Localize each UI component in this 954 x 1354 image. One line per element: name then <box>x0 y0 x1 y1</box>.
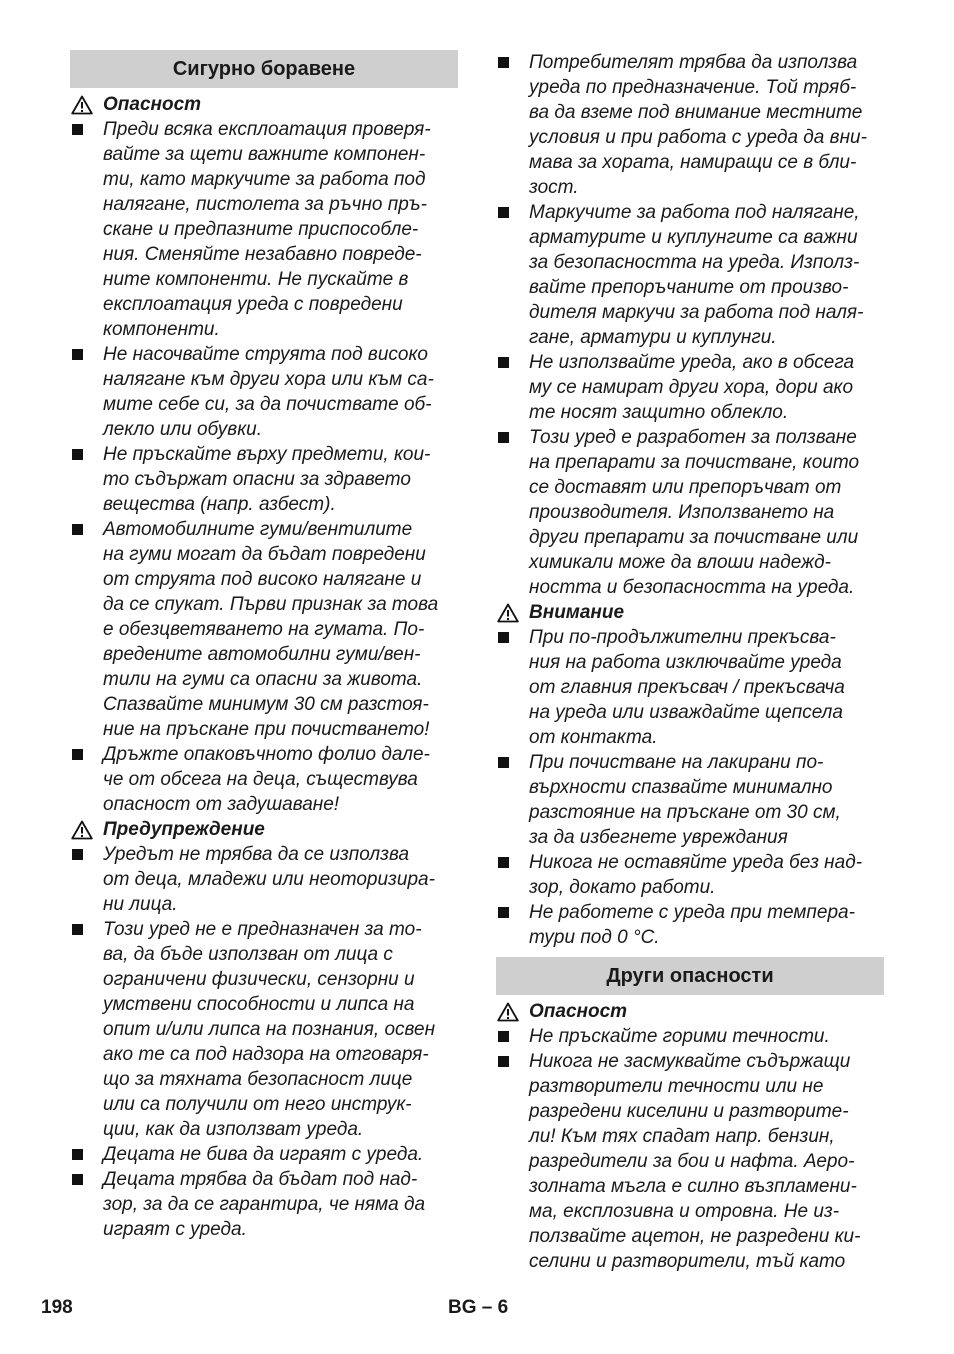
section-title-safe-handling: Сигурно боравене <box>70 50 458 88</box>
danger-label: Опасност <box>529 1001 628 1022</box>
danger-list <box>70 117 458 817</box>
list-item: Никога не засмуквайте съдържащи разтворители течности или не разредени киселини и разтворите- ли! Към тях спадат напр. бензин, разредители за бои и нафта. Аеро- золната мъгла е силно възпламени- ма, експлозивна и отровна. Не из- ползвайте ацетон, не разредени ки- селини и разтворители, тъй като <box>496 1049 884 1274</box>
list-item: Маркучите за работа под налягане, арматурите и куплунгите са важни за безопасността на уреда. Използ- вайте препоръчаните от произво- дителя маркучи за работа под наля- гане, арматури и куплунги. <box>496 200 884 350</box>
bullet-square <box>498 432 509 443</box>
right-column <box>496 50 884 1274</box>
danger-heading <box>70 92 458 117</box>
warning-list <box>70 842 458 1242</box>
danger-heading <box>496 999 884 1024</box>
bullet-square <box>498 632 509 643</box>
warning-label: Предупреждение <box>103 819 265 840</box>
bullet-square <box>498 57 509 68</box>
list-item: Потребителят трябва да използва уреда по предназначение. Той тряб- ва да вземе под внимание местните условия и при работа с уреда да вни- мава за хората, намиращи се в бли- зост. <box>496 50 884 200</box>
list-item: При почистване на лакирани по- върхности спазвайте минимално разстояние на пръскане от 30 см, за да избегнете увреждания <box>496 750 884 850</box>
page-number: 198 <box>41 1297 73 1318</box>
bullet-square <box>72 1174 83 1185</box>
bullet-square <box>498 1056 509 1067</box>
bullet-square <box>72 124 83 135</box>
caution-label: Внимание <box>529 602 625 623</box>
bullet-square <box>72 524 83 535</box>
bullet-square <box>498 857 509 868</box>
bullet-square <box>72 749 83 760</box>
list-item: Не пръскайте върху предмети, кои- то съдържат опасни за здравето вещества (напр. азбест). <box>70 442 458 517</box>
warning-triangle-icon <box>497 1002 519 1022</box>
list-item: Този уред не е предназначен за то- ва, да бъде използван от лица с ограничени физически, сензорни и умствени способности и липса на опит и/или липса на познания, освен ако те са под надзора на отговаря- що за тяхната безопасност лице или са получили от него инструк- ции, как да използват уреда. <box>70 917 458 1142</box>
danger-label: Опасност <box>103 94 202 115</box>
warning-triangle-icon <box>497 603 519 623</box>
list-item: Този уред е разработен за ползване на препарати за почистване, които се доставят или препоръчват от производителя. Използването на други препарати за почистване или химикали може да влоши надежд- ността и безопасността на уреда. <box>496 425 884 600</box>
caution-heading <box>496 600 884 625</box>
list-item: Уредът не трябва да се използва от деца, младежи или неоторизира- ни лица. <box>70 842 458 917</box>
warning-triangle-icon <box>71 95 93 115</box>
warning-triangle-icon <box>71 820 93 840</box>
list-item: Не работете с уреда при темпера- тури под 0 °C. <box>496 900 884 950</box>
warning-heading <box>70 817 458 842</box>
list-item: Преди всяка експлоатация проверя- вайте за щети важните компонен- ти, като маркучите за работа под налягане, пистолета за ръчно пръ- скане и предпазните приспособле- ния. Сменяйте незабавно повреде- ните компоненти. Не пускайте в експлоатация уреда с повредени компоненти. <box>70 117 458 342</box>
list-item: Не насочвайте струята под високо налягане към други хора или към са- мите себе си, за да почиствате об- лекло или обувки. <box>70 342 458 442</box>
page-code: BG – 6 <box>448 1297 509 1318</box>
left-column <box>70 50 458 1242</box>
list-item: Децата трябва да бъдат под над- зор, за да се гарантира, че няма да играят с уреда. <box>70 1167 458 1242</box>
other-danger-list <box>496 1024 884 1274</box>
list-item: Не пръскайте горими течности. <box>496 1024 884 1049</box>
bullet-square <box>72 924 83 935</box>
bullet-square <box>72 849 83 860</box>
list-item: Децата не бива да играят с уреда. <box>70 1142 458 1167</box>
bullet-square <box>498 207 509 218</box>
bullet-square <box>498 907 509 918</box>
lead-list <box>496 50 884 600</box>
list-item: Дръжте опаковъчното фолио дале- че от обсега на деца, съществува опасност от задушаване! <box>70 742 458 817</box>
section-title-other-hazards: Други опасности <box>496 957 884 995</box>
bullet-square <box>498 1031 509 1042</box>
caution-list <box>496 625 884 950</box>
bullet-square <box>72 1149 83 1160</box>
list-item: При по-продължителни прекъсва- ния на работа изключвайте уреда от главния прекъсвач / прекъсвача на уреда или изваждайте щепсела от контакта. <box>496 625 884 750</box>
list-item: Автомобилните гуми/вентилите на гуми могат да бъдат повредени от струята под високо налягане и да се спукат. Първи признак за това е обезцветяването на гумата. По- вредените автомобилни гуми/вен- тили на гуми са опасни за живота. Спазвайте минимум 30 см разстоя- ние на пръскане при почистването! <box>70 517 458 742</box>
bullet-square <box>498 357 509 368</box>
bullet-square <box>72 449 83 460</box>
list-item: Не използвайте уреда, ако в обсега му се намират други хора, дори ако те носят защитно облекло. <box>496 350 884 425</box>
bullet-square <box>72 349 83 360</box>
list-item: Никога не оставяйте уреда без над- зор, докато работи. <box>496 850 884 900</box>
bullet-square <box>498 757 509 768</box>
